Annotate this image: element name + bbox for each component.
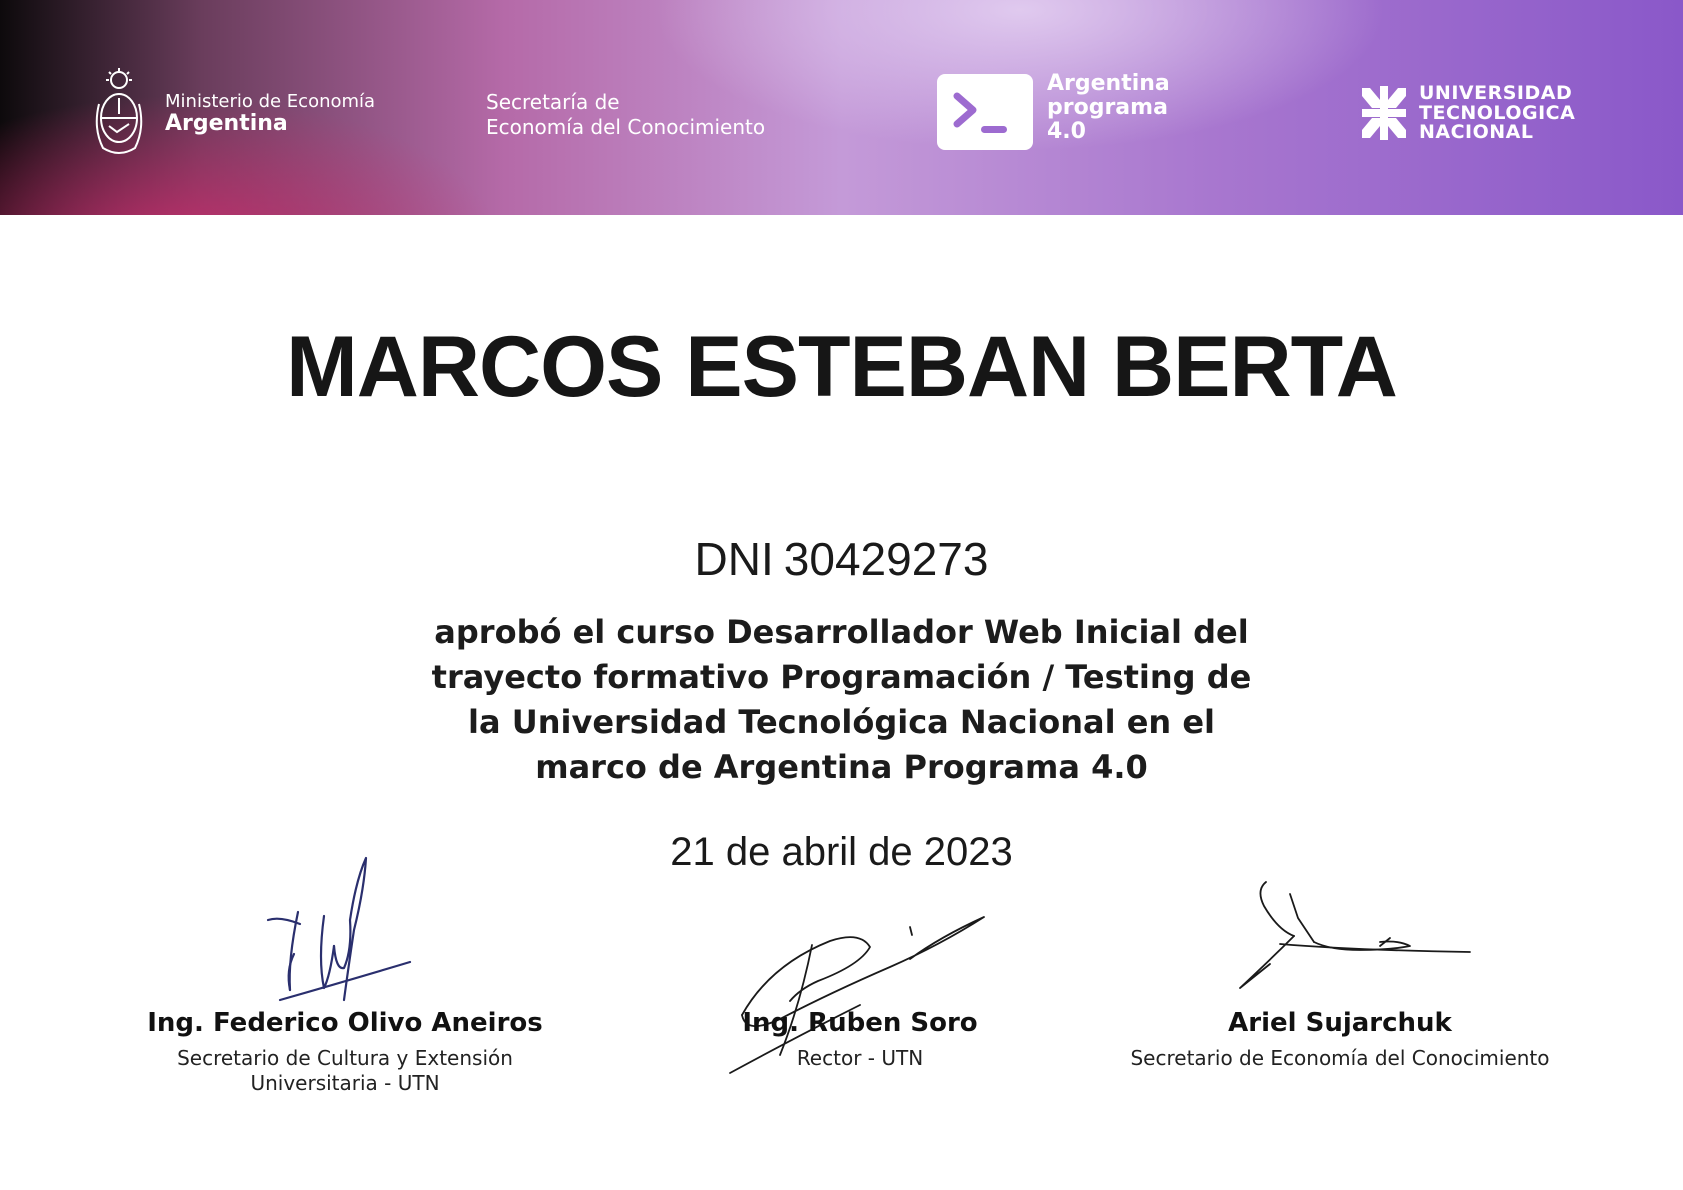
dni-value: 30429273 [783, 533, 989, 585]
signer-role-line: Secretario de Economía del Conocimiento [1130, 1046, 1550, 1070]
ministerio-line1: Ministerio de Economía [165, 91, 376, 112]
description-line: trayecto formativo Programación / Testing de [431, 658, 1252, 696]
signer-1 [120, 1008, 570, 1096]
issue-date: 21 de abril de 2023 [670, 830, 1013, 874]
signer-role-line: Rector - UTN [796, 1046, 924, 1070]
signer-name: Ing. Ruben Soro [742, 1008, 978, 1038]
ap-line2: programa [1047, 95, 1168, 121]
dni-label: DNI [694, 533, 774, 585]
signer-3 [1120, 1008, 1560, 1071]
signature-olivo-aneiros [240, 850, 440, 1020]
secretaria-logo [486, 90, 765, 140]
utn-line2: TECNOLOGICA [1419, 101, 1576, 124]
signer-role-line: Universitaria - UTN [250, 1071, 440, 1095]
secretaria-line2: Economía del Conocimiento [486, 115, 766, 139]
description-line: marco de Argentina Programa 4.0 [535, 748, 1148, 786]
signer-role [1120, 1046, 1560, 1071]
ministerio-logo [93, 68, 393, 160]
terminal-prompt-icon [937, 74, 1033, 150]
recipient-name: MARCOS ESTEBAN BERTA [286, 319, 1397, 415]
utn-line3: NACIONAL [1419, 121, 1534, 144]
argentina-coat-of-arms-icon [93, 68, 145, 158]
argentina-programa-logo [937, 72, 1197, 152]
signature-ariel-sujarchuk [1230, 880, 1480, 1000]
course-description [0, 610, 1683, 790]
utn-logo [1362, 84, 1602, 144]
description-line: aprobó el curso Desarrollador Web Inicial del [434, 613, 1249, 651]
signer-role [660, 1046, 1060, 1071]
ap-line1: Argentina [1047, 71, 1170, 96]
header-banner [0, 0, 1683, 215]
signer-name: Ariel Sujarchuk [1228, 1008, 1452, 1038]
description-line: la Universidad Tecnológica Nacional en el [468, 703, 1215, 741]
signer-role [120, 1046, 570, 1096]
utn-emblem-icon [1362, 86, 1406, 140]
utn-line1: UNIVERSIDAD [1419, 82, 1573, 104]
dni-line [0, 532, 1683, 586]
signer-role-line: Secretario de Cultura y Extensión [177, 1046, 513, 1070]
signer-name: Ing. Federico Olivo Aneiros [147, 1008, 543, 1038]
signer-2 [660, 1008, 1060, 1071]
ministerio-line2: Argentina [165, 110, 288, 136]
secretaria-line1: Secretaría de [486, 90, 620, 114]
ap-line3: 4.0 [1047, 119, 1086, 145]
